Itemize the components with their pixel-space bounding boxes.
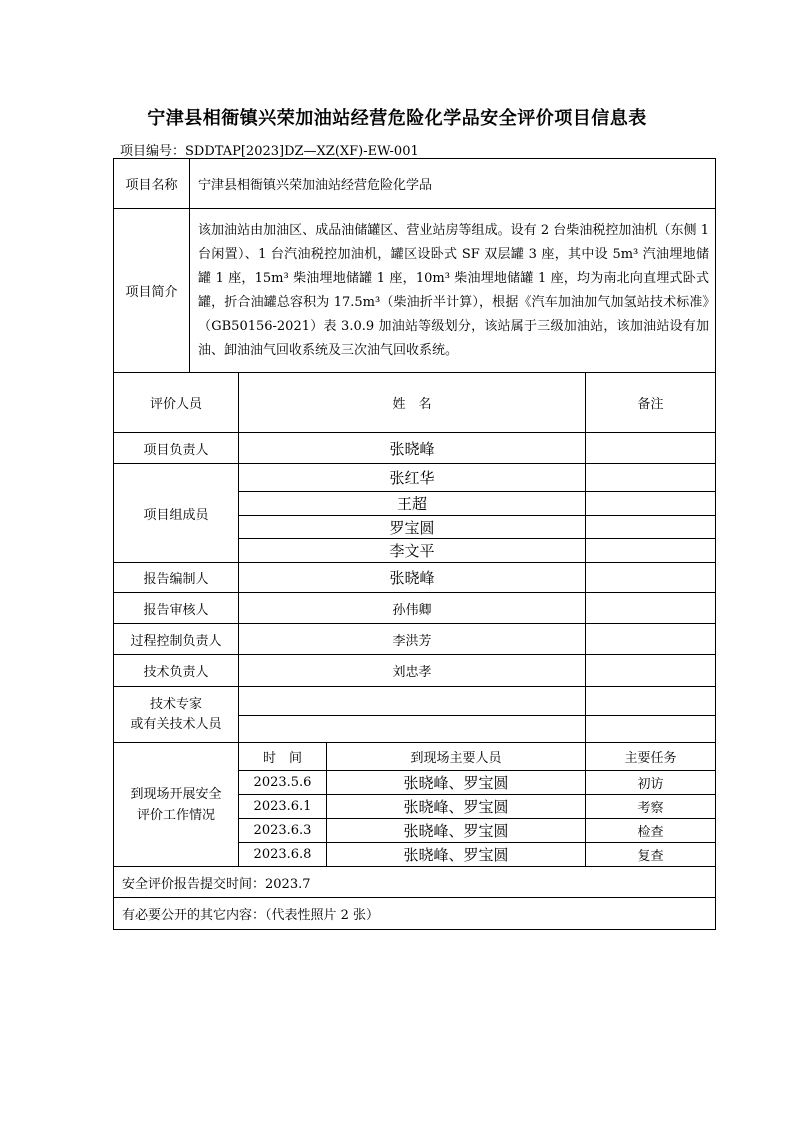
site-persons-header: 到现场主要人员 [327,743,586,771]
report-writer-label: 报告编制人 [114,563,239,593]
site-visit-task: 初访 [586,771,716,795]
site-work-label [114,743,239,867]
info-table [113,158,716,930]
report-writer-name: 张晓峰 [239,563,586,593]
remarks-cell [586,464,716,492]
site-work-label-line: 评价工作情况 [136,807,215,823]
report-writer-row [114,563,716,593]
remarks-cell [586,492,716,516]
site-task-header: 主要任务 [586,743,716,771]
remarks-cell [586,539,716,563]
evaluators-header-row [114,373,716,433]
tech-leader-label: 技术负责人 [114,655,239,687]
project-intro-row [114,209,716,373]
remarks-cell [586,655,716,687]
remarks-cell [586,716,716,743]
project-intro-text: 该加油站由加油区、成品油储罐区、营业站房等组成。设有 2 台柴油税控加油机（东侧 1 台闲置）、1 台汽油税控加油机，罐区设卧式 SF 双层罐 3 座，其中设 5m³ 汽油埋地储罐 1 座，15m³ 柴油埋地储罐 1 座，10m³ 柴油埋地储罐 1 座，均为南北向直埋式卧式罐，折合油罐总容积为 17.5m³（柴油折半计算），根据《汽车加油加气加氢站技术标准》（GB50156-2021）表 3.0.9 加油站等级划分，该站属于三级加油站，该加油站设有加油、卸油油气回收系统及三次油气回收系统。 [190,209,716,373]
process-control-row [114,624,716,655]
site-visit-date: 2023.6.1 [239,795,327,819]
project-leader-name: 张晓峰 [239,433,586,464]
project-name-value: 宁津县相衙镇兴荣加油站经营危险化学品 [190,159,716,209]
experts-label-line: 或有关技术人员 [130,716,222,732]
site-visit-task: 复查 [586,843,716,867]
site-work-label-line: 到现场开展安全 [130,786,222,802]
project-name-label: 项目名称 [114,159,190,209]
remarks-cell [586,433,716,464]
submit-time: 安全评价报告提交时间：2023.7 [114,867,716,898]
remarks-cell [586,593,716,624]
site-visit-task: 考察 [586,795,716,819]
site-visit-persons: 张晓峰、罗宝圆 [327,819,586,843]
process-control-label: 过程控制负责人 [114,624,239,655]
project-name-row [114,159,716,209]
project-leader-label: 项目负责人 [114,433,239,464]
experts-label-line: 技术专家 [149,696,202,712]
remarks-cell [586,687,716,716]
site-visit-task: 检查 [586,819,716,843]
site-visit-date: 2023.5.6 [239,771,327,795]
name-header: 姓 名 [239,373,586,433]
expert-name-cell [239,716,586,743]
other-content: 有必要公开的其它内容：（代表性照片 2 张） [114,898,716,930]
experts-row [114,687,716,716]
tech-leader-row [114,655,716,687]
member-name: 王超 [239,492,586,516]
evaluators-header: 评价人员 [114,373,239,433]
submit-time-row [114,867,716,898]
other-content-row [114,898,716,930]
process-control-name: 李洪芳 [239,624,586,655]
site-visit-persons: 张晓峰、罗宝圆 [327,771,586,795]
member-name: 张红华 [239,464,586,492]
document-title: 宁津县相衙镇兴荣加油站经营危险化学品安全评价项目信息表 [147,108,647,129]
member-name: 罗宝圆 [239,516,586,539]
project-intro-label: 项目简介 [114,209,190,373]
member-name: 李文平 [239,539,586,563]
remarks-cell [586,516,716,539]
remarks-cell [586,563,716,593]
site-visit-persons: 张晓峰、罗宝圆 [327,843,586,867]
site-visit-persons: 张晓峰、罗宝圆 [327,795,586,819]
project-number: 项目编号：SDDTAP[2023]DZ—XZ(XF)-EW-001 [120,144,419,159]
site-visit-date: 2023.6.8 [239,843,327,867]
tech-leader-name: 刘忠孝 [239,655,586,687]
expert-name-cell [239,687,586,716]
experts-label [114,687,239,743]
report-reviewer-name: 孙伟卿 [239,593,586,624]
member-row [114,464,716,492]
members-label: 项目组成员 [114,464,239,563]
site-visit-date: 2023.6.3 [239,819,327,843]
remarks-cell [586,624,716,655]
project-leader-row [114,433,716,464]
remarks-header: 备注 [586,373,716,433]
report-reviewer-label: 报告审核人 [114,593,239,624]
site-time-header: 时 间 [239,743,327,771]
report-reviewer-row [114,593,716,624]
site-header-row [114,743,716,771]
